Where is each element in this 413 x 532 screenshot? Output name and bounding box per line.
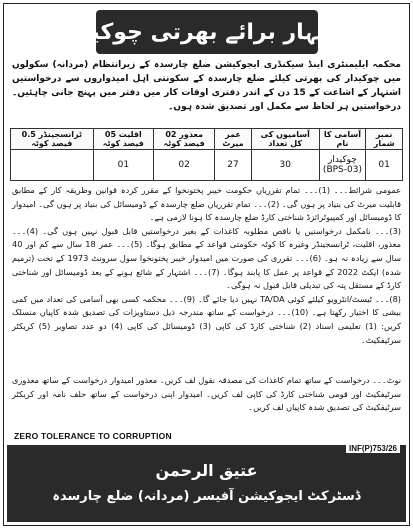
header-minority: اقلیت 05 فیصد کوٹہ (93, 129, 153, 150)
posts-table (10, 128, 403, 181)
inf-reference: INF(P)753/26 (346, 444, 400, 453)
cell-total: 30 (251, 150, 319, 181)
advertisement-page (3, 3, 410, 526)
cell-transgender (11, 150, 94, 181)
cell-post (319, 150, 366, 181)
header-sno: نمبر شمار (366, 129, 403, 150)
table-row (11, 150, 403, 181)
rules-paragraph: (8)۔۔۔ ٹیسٹ/انٹرویو کیلئے کوئی TA/DA نہیں دیا جائے گا۔ (9)۔۔۔ محکمہ کسی بھی آسامی کی تعداد میں کمی بیشی کا اختیار رکھتا ہے۔ (10)۔۔۔ درخواست کے ساتھ مندرجہ ذیل دستاویزات کی تصدیق شدہ کاپیاں منسلک کریں: (1) تعلیمی اسناد (2) شناختی کارڈ کی کاپی (3) ڈومیسائل کی کاپی (4) دو عدد تصاویر (5) کریکٹر سرٹیفکیٹ۔ (12, 293, 401, 345)
cell-minority: 01 (93, 150, 153, 181)
notes-paragraph (12, 374, 401, 415)
anti-corruption-slogan: ZERO TOLERANCE TO CORRUPTION (14, 431, 172, 441)
header-merit: عمر میرٹ (215, 129, 252, 150)
header-post: آسامی کا نام (319, 129, 366, 150)
officer-title: ڈسٹرکٹ ایجوکیشن آفیسر (مردانہ) ضلع چارسدہ (52, 489, 361, 504)
officer-name: عتیق الرحمن (155, 461, 258, 480)
header-disabled: معذور 02 فیصد کوٹہ (154, 129, 215, 150)
general-conditions (12, 184, 401, 347)
intro-paragraph: محکمہ ایلیمنٹری اینڈ سیکنڈری ایجوکیشن ضلع چارسدہ کے زیرانتظام (مردانہ) سکولوں میں چوکیدار کی بھرتی کیلئے ضلع چارسدہ کے سکونتی اہل امیدواروں سے درخواستیں اشتہار کے اشاعت کے 15 دن کے اندر دفتری اوقات کار میں دفتر میں پہنچ جانی چاہئیں۔ درخواستیں ہر لحاظ سے مکمل اور تصدیق شدہ ہوں۔ (12, 60, 402, 112)
cell-disabled: 02 (154, 150, 215, 181)
ad-title: اشتہار برائے بھرتی چوکیدار (58, 19, 356, 45)
notes-text: نوٹ۔۔۔ درخواست کے ساتھ تمام کاغذات کی مصدقہ نقول لف کریں۔ معذور امیدوار درخواست کے ساتھ معذوری سرٹیفکیٹ اور قومی شناختی کارڈ کی کاپی لف کریں۔ امیدوار اپنی درخواست کے ساتھ حلف نامہ اور کریکٹر سرٹیفکیٹ کی تصدیق شدہ کاپیاں لف کریں۔ (12, 375, 401, 413)
post-name: چوکیدار (328, 155, 357, 165)
rules-paragraph: (3)۔۔۔ نامکمل درخواستیں یا ناقص مطلوبہ کاغذات کے بغیر درخواستیں قابل قبول نہیں ہوں گی۔ (4)۔۔۔ معذور، اقلیت، ٹرانسجینڈر وغیرہ کا کوٹہ حکومتی قواعد کے مطابق ہوگا۔ (5)۔۔۔ عمر 18 سال سے کم اور 40 سال سے زیادہ نہ ہو۔ (6)۔۔۔ تقرری کی صورت میں امیدوار خیبر پختونخوا سول سرونٹ 1973 کے تحت (ترمیم شدہ) ایکٹ 2022 کے قواعد پر عمل کا پابند ہوگا۔ (7)۔۔۔ اشتہار کے شائع ہونے کے بعد ڈومیسائل اور شناختی کارڈ کے مستقل پتہ کی تبدیلی قابل قبول نہ ہوگی۔ (12, 225, 401, 291)
post-bps: (BPS-03) (322, 165, 362, 175)
table-header-row (11, 129, 403, 150)
title-banner (58, 10, 356, 54)
footer-block (7, 445, 406, 522)
header-transgender: ٹرانسجینڈر 0.5 فیصد کوٹہ (11, 129, 94, 150)
cell-sno: 01 (366, 150, 403, 181)
rules-paragraph: عمومی شرائط۔۔۔ (1)۔۔۔ تمام تقرریاں حکومت خیبر پختونخوا کے مقرر کردہ قوانین وطریقہ کار کے مطابق قابلیت میرٹ کی بنیاد پر ہوں گی۔ (2)۔۔۔ تمام تقرریاں ضلع چارسدہ کے ڈومیسائل کی بنیاد پر ہوں گی۔ امیدوار کا ڈومیسائل اور کمپیوٹرائزڈ شناختی کارڈ ضلع چارسدہ کا ہونا لازمی ہے۔ (12, 185, 401, 223)
header-total: آسامیوں کی کل تعداد (251, 129, 319, 150)
cell-merit: 27 (215, 150, 252, 181)
